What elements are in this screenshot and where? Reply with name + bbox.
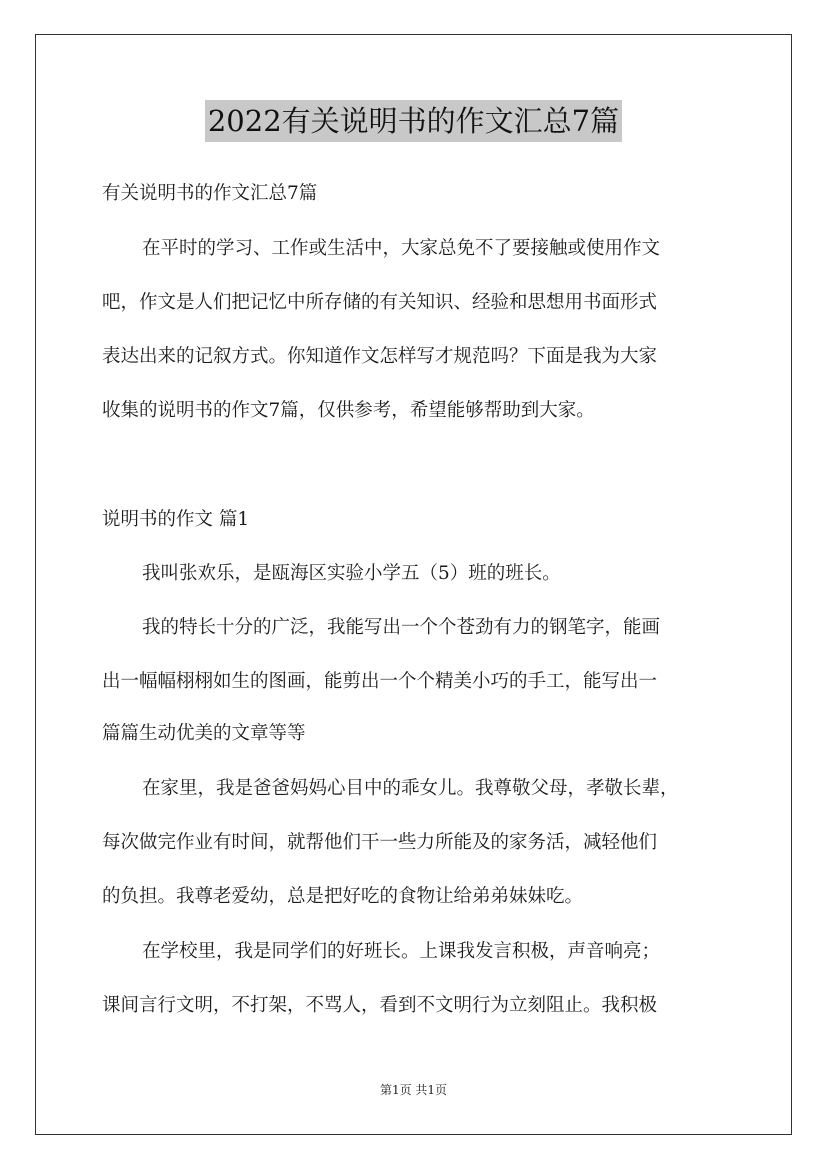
body-line: 篇篇生动优美的文章等等 xyxy=(102,723,306,744)
intro-heading: 有关说明书的作文汇总7篇 xyxy=(102,183,318,204)
body-line: 我叫张欢乐，是瓯海区实验小学五（5）班的班长。 xyxy=(142,563,561,584)
title-container xyxy=(0,100,827,142)
document-title: 2022有关说明书的作文汇总7篇 xyxy=(205,100,622,142)
body-line: 在学校里，我是同学们的好班长。上课我发言积极，声音响亮； xyxy=(142,941,661,962)
intro-line: 表达出来的记叙方式。你知道作文怎样写才规范吗？下面是我为大家 xyxy=(102,346,658,367)
intro-line: 吧，作文是人们把记忆中所存储的有关知识、经验和思想用书面形式 xyxy=(102,292,658,313)
page-footer: 第1页 共1页 xyxy=(379,1083,448,1097)
intro-line: 在平时的学习、工作或生活中，大家总免不了要接触或使用作文 xyxy=(142,238,661,259)
body-line: 出一幅幅栩栩如生的图画，能剪出一个个精美小巧的手工，能写出一 xyxy=(102,671,658,692)
body-line: 我的特长十分的广泛，我能写出一个个苍劲有力的钢笔字，能画 xyxy=(142,617,661,638)
intro-line: 收集的说明书的作文7篇，仅供参考，希望能够帮助到大家。 xyxy=(102,400,595,421)
section-heading: 说明书的作文 篇1 xyxy=(102,509,250,530)
body-line: 在家里，我是爸爸妈妈心目中的乖女儿。我尊敬父母，孝敬长辈， xyxy=(142,778,679,799)
body-line: 课间言行文明，不打架，不骂人，看到不文明行为立刻阻止。我积极 xyxy=(102,995,658,1016)
body-line: 的负担。我尊老爱幼，总是把好吃的食物让给弟弟妹妹吃。 xyxy=(102,886,584,907)
body-line: 每次做完作业有时间，就帮他们干一些力所能及的家务活，减轻他们 xyxy=(102,832,658,853)
